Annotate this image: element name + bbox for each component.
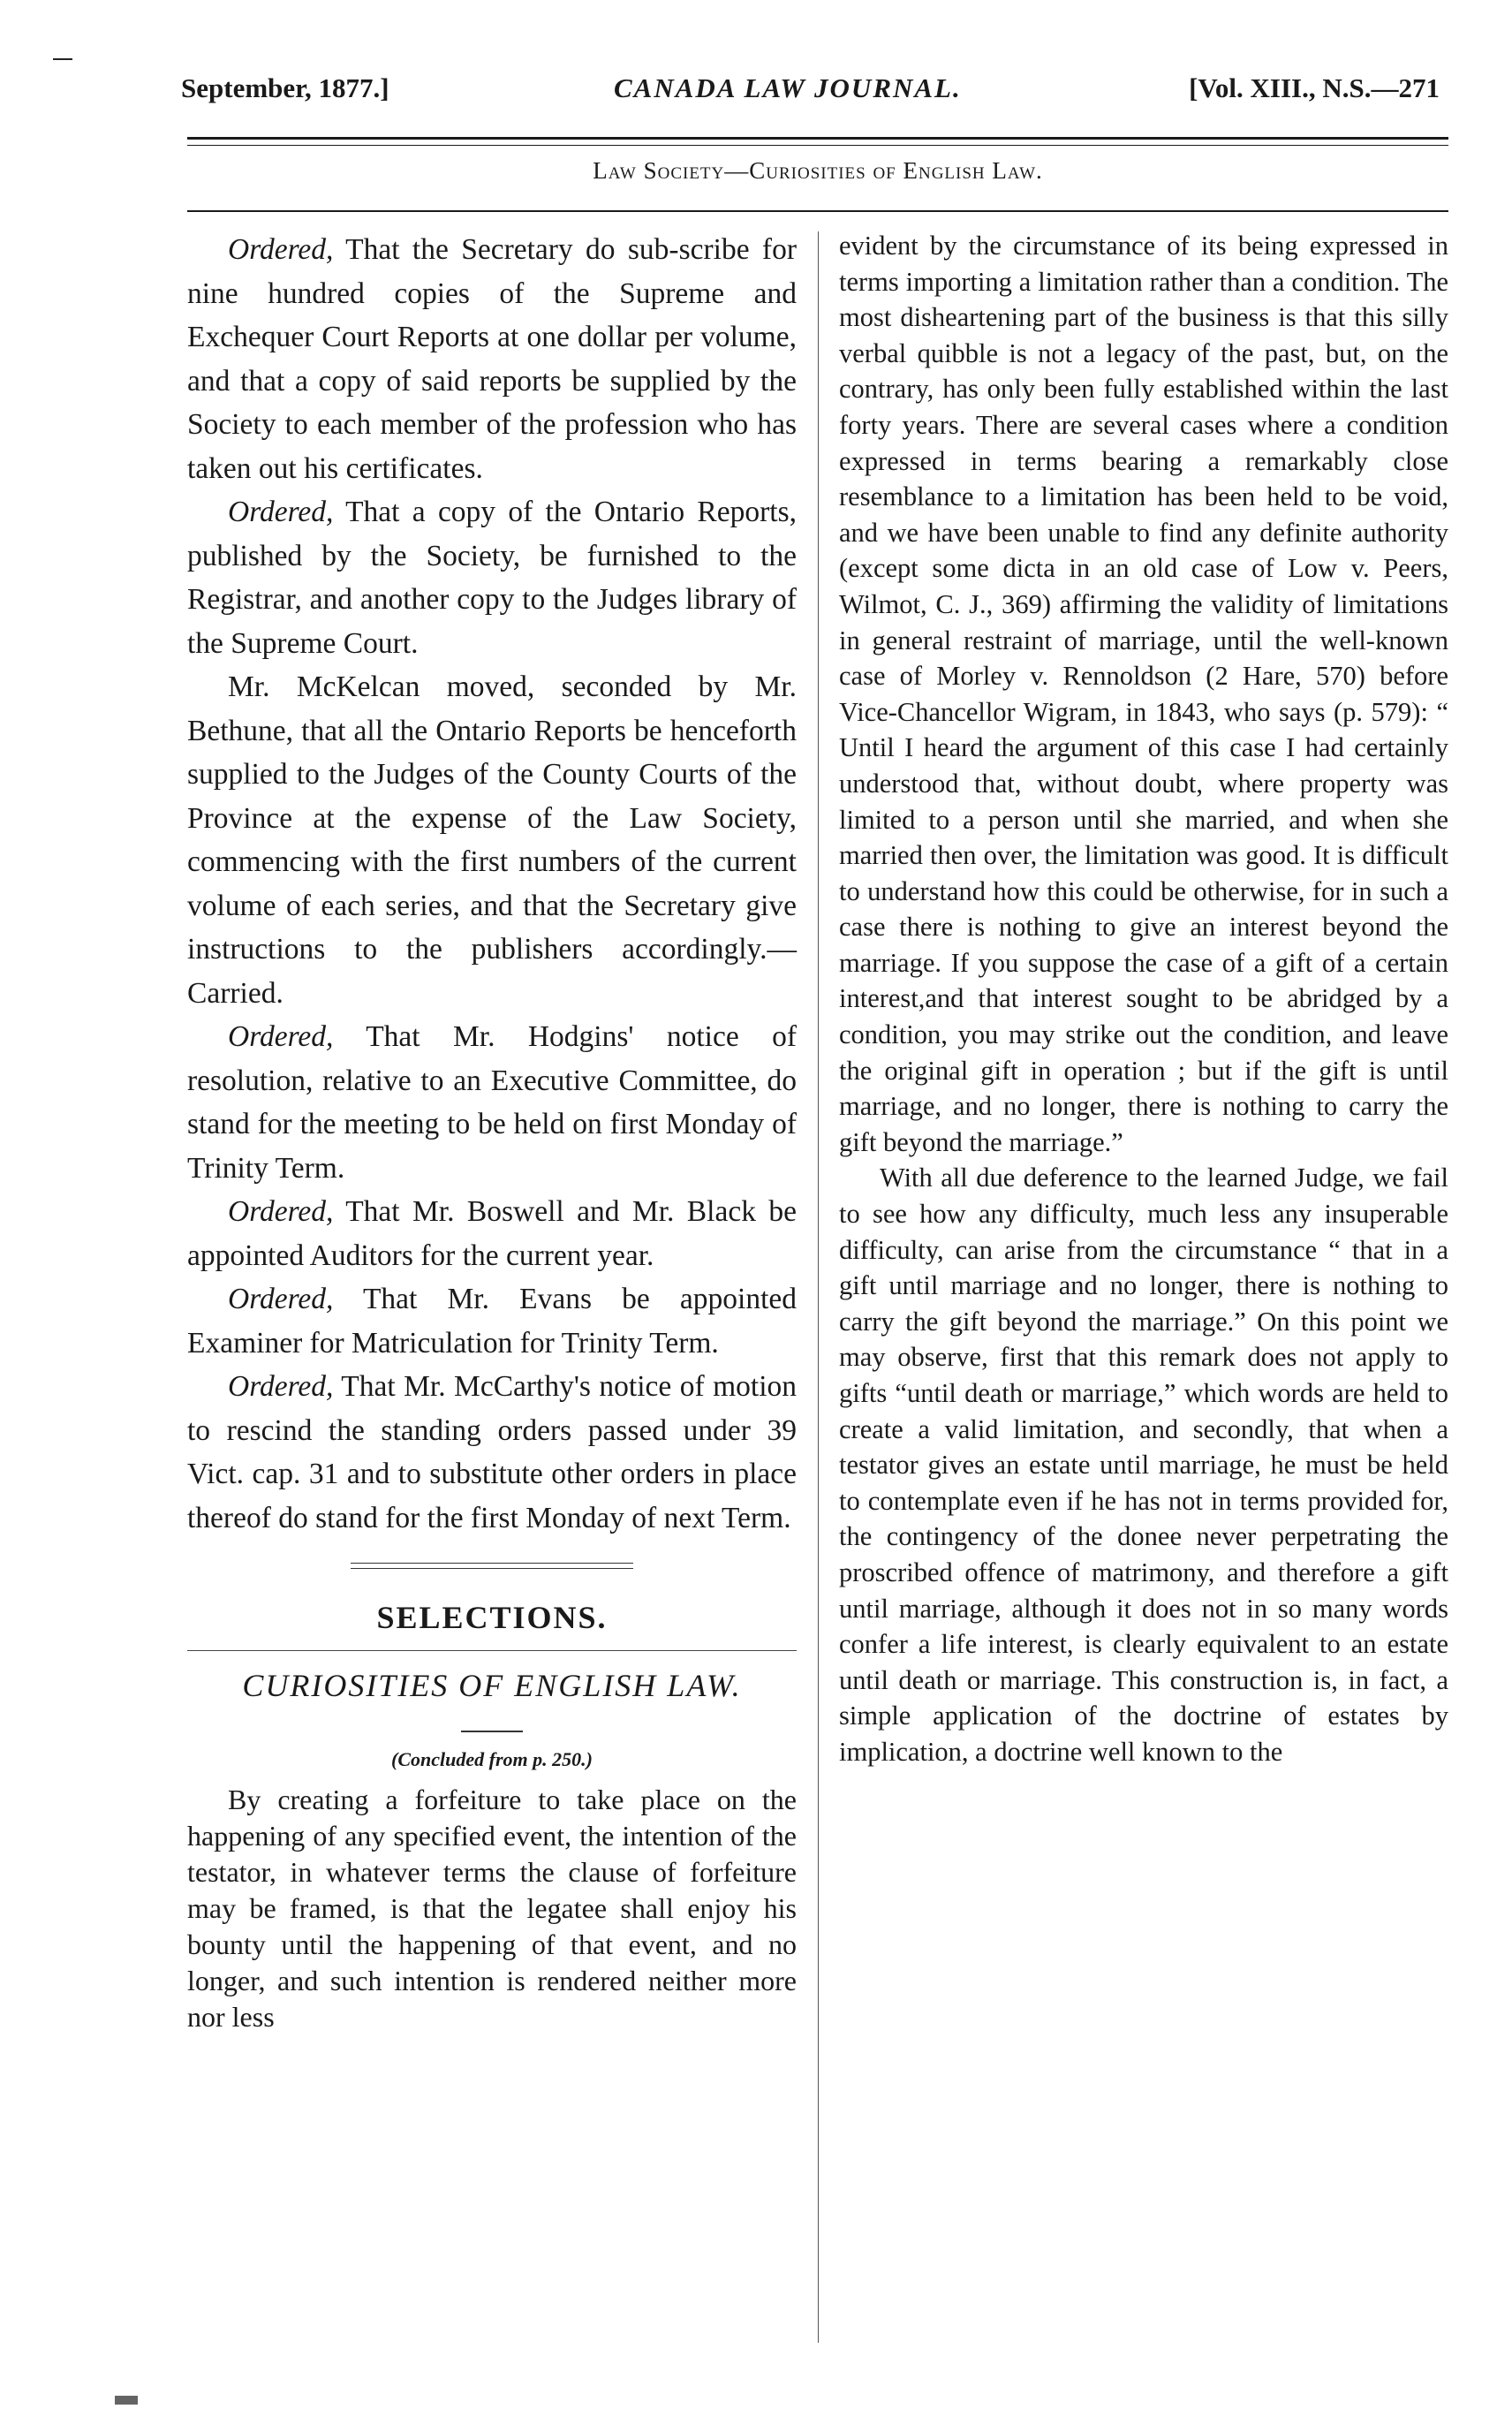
minutes-paragraph [187,1015,797,1190]
header-rule-thick [187,137,1448,140]
header-journal-title: CANADA LAW JOURNAL. [614,72,962,103]
article-title: CURIOSITIES OF ENGLISH LAW. [242,1668,742,1703]
minutes-paragraph [187,490,797,665]
article-paragraph: evident by the circumstance of its being expressed in terms importing a limitation rather than a condition. The most disheartening part of the business is that this silly verbal quibble is not a legacy of the past, but, on the contrary, has only been fully established within the last forty years. There are several cases where a condition expressed in terms bearing a remarkably close resemblance to a limitation has been held to be void, and we have been unable to find any definite authority (except some dicta in an old case of Low v. Peers, Wilmot, C. J., 369) affirming the validity of limitations in general restraint of marriage, until the well-known case of Morley v. Rennoldson (2 Hare, 570) before Vice-Chancellor Wigram, in 1843, who says (p. 579): “ Until I heard the argument of this case I had certainly understood that, without doubt, where property was limited to a person until she married, and when she married then over, the limitation was good. It is difficult to understand how this could be otherwise, for in such a case there is nothing to give an interest beyond the marriage. If you suppose the case of a gift of a certain interest,and that interest sought to be abridged by a condition, you may strike out the condition, and leave the original gift in operation ; but if the gift is until marriage, and no longer, there is nothing to carry the gift beyond the marriage.” [839,231,1448,1157]
header-date: September, 1877.] [181,72,389,103]
paragraph-lead: Ordered, [228,1283,334,1315]
minutes-paragraph [187,228,797,490]
header-volume: [Vol. XIII., N.S.—271 [1189,72,1440,103]
continued-note: (Concluded from p. 250.) [391,1748,593,1770]
selections-rule [187,1650,797,1651]
article-paragraph: With all due deference to the learned Judge, we fail to see how any difficulty, much less any insuperable difficulty, can arise from the circumstance “ that in a gift until marriage and no longer, there is nothing to carry the gift beyond the marriage.” On this point we may observe, first that this remark does not apply to gifts “until death or marriage,” which words are held to create a valid limitation, and secondly, that when a testator gives an estate until marriage, he must be held to contemplate even if he has not in terms provided for, the contingency of the donee never perpetrating the proscribed offence of matrimony, and therefore a gift until marriage, although it does not in so many words confer a life interest, is clearly equivalent to an estate until death or marriage. This construction is, in fact, a simple application of the doctrine of estates by implication, a doctrine well known to the [839,1163,1448,1767]
paragraph-text: That Mr. Boswell and Mr. Black be appointed Auditors for the current year. [187,1195,797,1272]
minutes-paragraph [187,1190,797,1277]
paragraph-text: Mr. McKelcan moved, seconded by Mr. Bethune, that all the Ontario Reports be henceforth supplied to the Judges of the County Courts of the Province at the expense of the Law Society, commencing with the first numbers of the current volume of each series, and that the Secretary give instructions to the publishers accordingly.—Carried. [187,670,797,1010]
running-head [181,72,1440,117]
scan-mark [115,2396,138,2405]
title-rule [461,1731,523,1732]
minutes-paragraph [187,665,797,1015]
column-divider [818,231,819,2343]
paragraph-lead: Ordered, [228,496,334,528]
paragraph-lead: Ordered, [228,1370,334,1403]
paragraph-lead: Ordered, [228,1195,334,1228]
section-rule [187,210,1448,212]
right-column [839,228,1448,1770]
double-separator [351,1563,633,1569]
paragraph-text: That the Secretary do sub-scribe for nine hundred copies of the Supreme and Exchequer Court Reports at one dollar per volume, and that a copy of said reports be supplied by the Society to each member of the profession who has taken out his certificates. [187,233,797,485]
paragraph-text: That Mr. Evans be appointed Examiner for Matriculation for Trinity Term. [187,1283,797,1360]
left-column [187,228,797,2035]
paragraph-text: That Mr. McCarthy's notice of motion to rescind the standing orders passed under 39 Vict. cap. 31 and to substitute other orders in place thereof do stand for the first Monday of next Term. [187,1370,797,1534]
section-heading: Law Society—Curiosities of English Law. [593,157,1043,184]
paragraph-text: That a copy of the Ontario Reports, published by the Society, be furnished to the Registrar, and another copy to the Judges library of the Supreme Court. [187,496,797,660]
minutes-paragraph [187,1365,797,1540]
paragraph-text: That Mr. Hodgins' notice of resolution, relative to an Executive Committee, do stand for the meeting to be held on first Monday of Trinity Term. [187,1020,797,1185]
minutes-paragraph [187,1277,797,1365]
scan-mark [53,58,72,60]
paragraph-lead: Ordered, [228,233,334,266]
header-rule-thin [187,145,1448,146]
selections-heading: SELECTIONS. [376,1600,608,1635]
paragraph-lead: Ordered, [228,1020,334,1053]
article-opening: By creating a forfeiture to take place on the happening of any specified event, the intention of the testator, in whatever terms the clause of forfeiture may be framed, is that the legatee shall enjoy his bounty until the happening of that event, and no longer, and such intention is rendered neither more nor less [187,1784,797,2033]
